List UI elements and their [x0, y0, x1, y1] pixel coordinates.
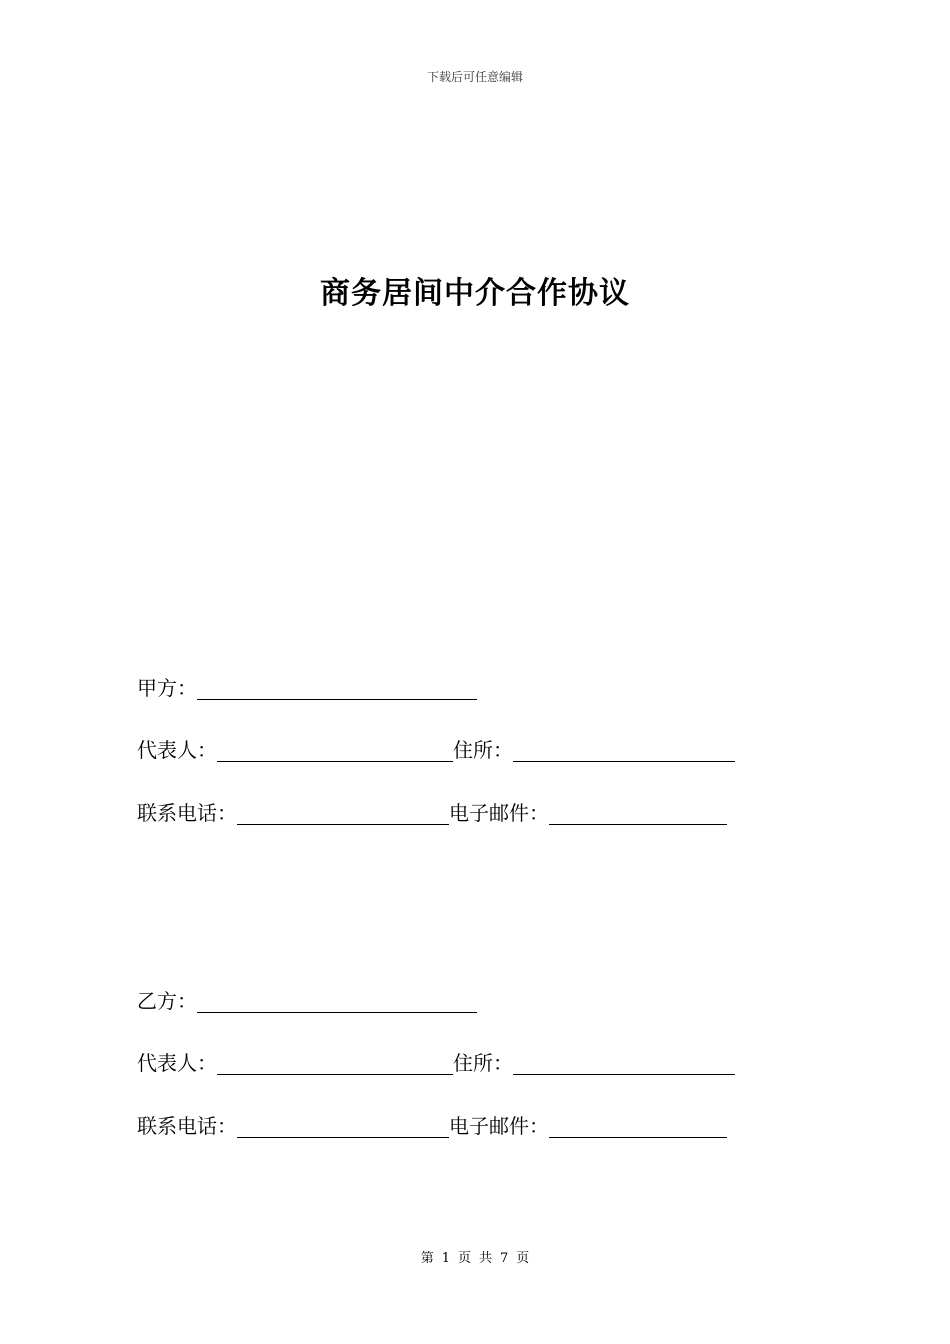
party-b-row	[137, 983, 477, 1013]
party-a-phone-blank[interactable]	[237, 802, 449, 825]
party-b-blank[interactable]	[197, 990, 477, 1013]
footer-current-page: 1	[441, 1251, 450, 1266]
party-a-rep-blank[interactable]	[217, 739, 453, 762]
party-b-rep-label: 代表人：	[137, 1051, 217, 1075]
party-a-email-label: 电子邮件：	[449, 801, 549, 825]
party-b-phone-blank[interactable]	[237, 1115, 449, 1138]
footer-page-word: 页	[457, 1251, 471, 1266]
party-b-address-label: 住所：	[453, 1051, 513, 1075]
party-a-address-blank[interactable]	[513, 739, 735, 762]
footer-total-pages: 7	[500, 1251, 509, 1266]
party-b-label: 乙方：	[137, 989, 197, 1013]
party-a-contact-row	[137, 795, 727, 825]
document-title: 商务居间中介合作协议	[320, 276, 630, 311]
party-b-phone-label: 联系电话：	[137, 1114, 237, 1138]
party-a-address-label: 住所：	[453, 738, 513, 762]
party-a-blank[interactable]	[197, 677, 477, 700]
party-b-contact-row	[137, 1108, 727, 1138]
party-b-rep-blank[interactable]	[217, 1052, 453, 1075]
party-b-address-blank[interactable]	[513, 1052, 735, 1075]
footer-prefix: 第	[420, 1251, 434, 1266]
party-a-label: 甲方：	[137, 676, 197, 700]
footer-page-word-2: 页	[516, 1251, 530, 1266]
party-a-phone-label: 联系电话：	[137, 801, 237, 825]
party-a-row	[137, 670, 477, 700]
party-b-rep-row	[137, 1045, 735, 1075]
party-a-rep-label: 代表人：	[137, 738, 217, 762]
footer-total-prefix: 共	[479, 1251, 493, 1266]
party-b-email-label: 电子邮件：	[449, 1114, 549, 1138]
party-a-email-blank[interactable]	[549, 802, 727, 825]
party-a-rep-row	[137, 732, 735, 762]
party-b-email-blank[interactable]	[549, 1115, 727, 1138]
header-note: 下载后可任意编辑	[426, 70, 523, 84]
page-footer	[0, 1247, 950, 1266]
